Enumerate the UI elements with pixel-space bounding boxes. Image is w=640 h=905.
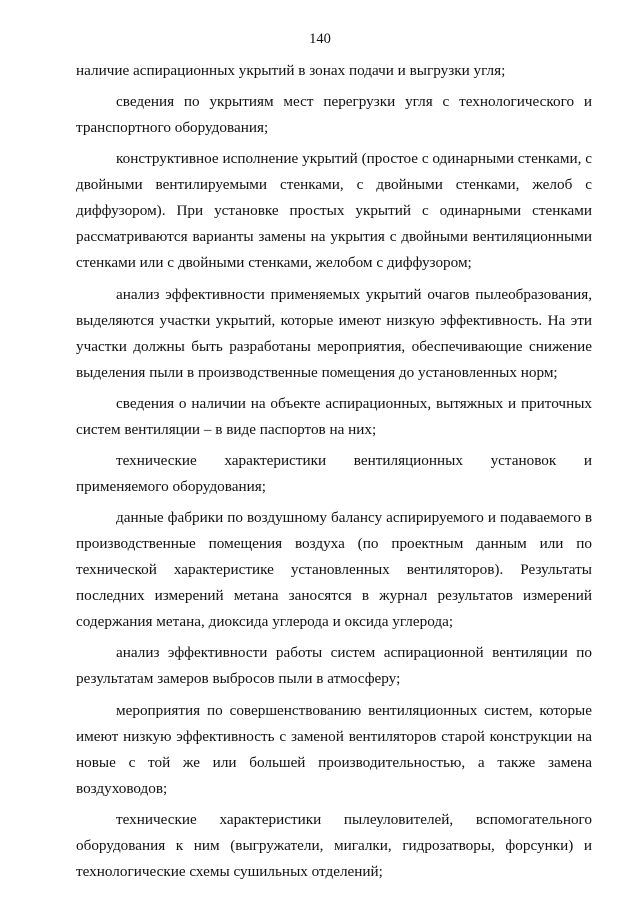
paragraph: анализ эффективности применяемых укрытий очагов пылеобразования, выделяются участки укрытий, которые имеют низкую эффективность. На эти участки должны быть разработаны мероприятия, обеспечивающие снижение выделения пыли в производственные помещения до установленных норм; bbox=[76, 285, 592, 381]
paragraph: конструктивное исполнение укрытий (простое с одинарными стенками, с двойными вентилируемыми стенками, с двойными стенками, желоб с диффузором). При установке простых укрытий с одинарными стенками рассматриваются варианты замены на укрытия с двойными вентиляционными стенками или с двойными стенками, желобом с диффузором; bbox=[76, 150, 592, 272]
paragraph: технические характеристики вентиляционных установок и применяемого оборудования; bbox=[76, 451, 592, 495]
paragraph: сведения о наличии на объекте аспирационных, вытяжных и приточных систем вентиляции – в виде паспортов на них; bbox=[76, 394, 592, 438]
paragraph: мероприятия по совершенствованию вентиляционных систем, которые имеют низкую эффективность с заменой вентиляторов старой конструкции на новые с той же или большей производительностью, а также замена воздуховодов; bbox=[76, 701, 592, 797]
document-body bbox=[76, 58, 592, 890]
paragraph: наличие аспирационных укрытий в зонах подачи и выгрузки угля; bbox=[76, 62, 506, 79]
paragraph: анализ эффективности работы систем аспирационной вентиляции по результатам замеров выбросов пыли в атмосферу; bbox=[76, 644, 592, 688]
page-number: 140 bbox=[309, 31, 331, 47]
paragraph: технические характеристики пылеуловителей, вспомогательного оборудования к ним (выгружатели, мигалки, гидрозатворы, форсунки) и технологические схемы сушильных отделений; bbox=[76, 810, 592, 880]
paragraph: данные фабрики по воздушному балансу аспирируемого и подаваемого в производственные помещения воздуха (по проектным данным или по технической характеристике установленных вентиляторов). Результаты последних измерений метана заносятся в журнал результатов измерений содержания метана, диоксида углерода и оксида углерода; bbox=[76, 509, 592, 631]
paragraph: сведения по укрытиям мест перегрузки угля с технологического и транспортного оборудования; bbox=[76, 93, 592, 137]
